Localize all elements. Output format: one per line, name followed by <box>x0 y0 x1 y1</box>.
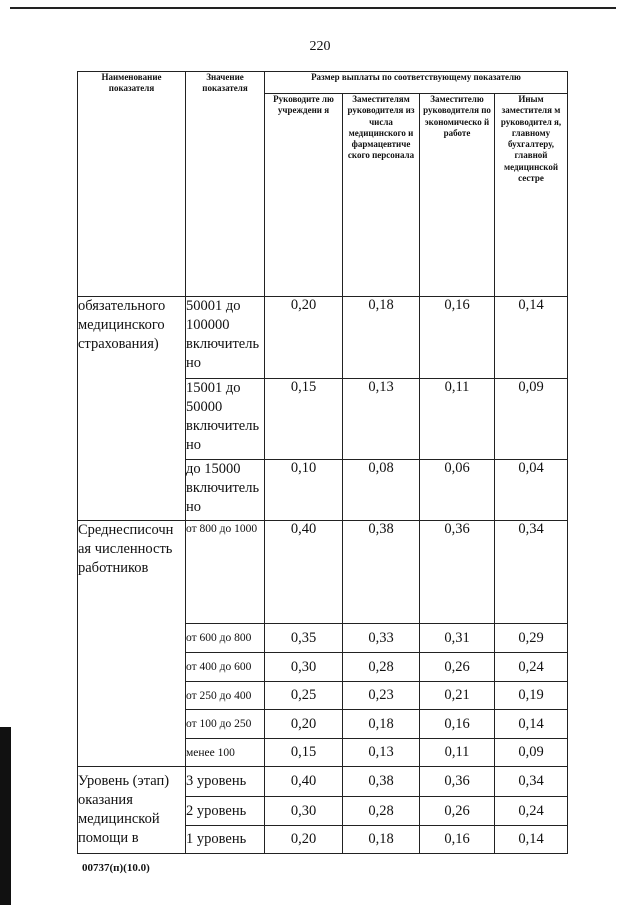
table-row <box>78 521 568 624</box>
payment-value: 0,38 <box>343 767 420 797</box>
scan-edge-bar <box>0 727 11 905</box>
payment-value: 0,20 <box>265 826 343 854</box>
indicator-value: от 100 до 250 <box>186 710 265 739</box>
payment-value: 0,18 <box>343 826 420 854</box>
payment-value: 0,24 <box>495 653 568 682</box>
payment-value: 0,20 <box>265 297 343 379</box>
header-indicator-name: Наименование показателя <box>78 72 186 297</box>
payment-value: 0,21 <box>420 682 495 710</box>
page-number: 220 <box>309 39 331 54</box>
payment-value: 0,16 <box>420 710 495 739</box>
payment-value: 0,20 <box>265 710 343 739</box>
footer-code: 00737(п)(10.0) <box>82 862 150 874</box>
payment-value: 0,06 <box>420 460 495 521</box>
payment-value: 0,38 <box>343 521 420 624</box>
payment-value: 0,30 <box>265 653 343 682</box>
payment-value: 0,09 <box>495 739 568 767</box>
header-indicator-value: Значение показателя <box>186 72 265 297</box>
indicator-value: от 250 до 400 <box>186 682 265 710</box>
payment-value: 0,25 <box>265 682 343 710</box>
payment-value: 0,09 <box>495 379 568 460</box>
header-other-deputies: Иным заместителя м руководител я, главному бухгалтеру, главной медицинской сестре <box>495 94 568 297</box>
header-deputy-economic: Заместителю руководителя по экономическо й работе <box>420 94 495 297</box>
payment-value: 0,15 <box>265 739 343 767</box>
payment-value: 0,24 <box>495 797 568 826</box>
payment-value: 0,18 <box>343 297 420 379</box>
payment-value: 0,28 <box>343 797 420 826</box>
payment-value: 0,36 <box>420 521 495 624</box>
payment-value: 0,10 <box>265 460 343 521</box>
payment-value: 0,16 <box>420 826 495 854</box>
payment-value: 0,14 <box>495 710 568 739</box>
indicator-value: 1 уровень <box>186 826 265 854</box>
payment-value: 0,11 <box>420 739 495 767</box>
top-rule <box>10 7 616 9</box>
payment-value: 0,14 <box>495 297 568 379</box>
payment-value: 0,14 <box>495 826 568 854</box>
payment-value: 0,15 <box>265 379 343 460</box>
indicator-value: 2 уровень <box>186 797 265 826</box>
payment-value: 0,13 <box>343 739 420 767</box>
header-deputy-medical: Заместителям руководителя из числа медицинского и фармацевтиче ского персонала <box>343 94 420 297</box>
indicator-value: менее 100 <box>186 739 265 767</box>
indicator-name: Уровень (этап) оказания медицинской помощи в <box>78 767 186 854</box>
payment-value: 0,35 <box>265 624 343 653</box>
indicator-name: обязательного медицинского страхования) <box>78 297 186 521</box>
payment-value: 0,30 <box>265 797 343 826</box>
table-row <box>78 297 568 379</box>
payment-value: 0,40 <box>265 521 343 624</box>
indicator-value: от 600 до 800 <box>186 624 265 653</box>
payment-value: 0,23 <box>343 682 420 710</box>
payment-value: 0,13 <box>343 379 420 460</box>
indicator-value: 3 уровень <box>186 767 265 797</box>
payment-value: 0,16 <box>420 297 495 379</box>
indicator-name: Среднесписочн ая численность работников <box>78 521 186 767</box>
payment-value: 0,40 <box>265 767 343 797</box>
payment-value: 0,26 <box>420 653 495 682</box>
payment-value: 0,28 <box>343 653 420 682</box>
payment-value: 0,31 <box>420 624 495 653</box>
payment-value: 0,18 <box>343 710 420 739</box>
payment-value: 0,04 <box>495 460 568 521</box>
header-head: Руководите лю учреждени я <box>265 94 343 297</box>
payment-value: 0,36 <box>420 767 495 797</box>
payment-value: 0,19 <box>495 682 568 710</box>
table-row <box>78 767 568 797</box>
payment-value: 0,29 <box>495 624 568 653</box>
payment-value: 0,33 <box>343 624 420 653</box>
header-payment-size: Размер выплаты по соответствующему показателю <box>265 72 568 94</box>
payment-value: 0,08 <box>343 460 420 521</box>
indicator-value: от 800 до 1000 <box>186 521 265 624</box>
payment-value: 0,34 <box>495 521 568 624</box>
indicator-value: 50001 до 100000 включитель но <box>186 297 265 379</box>
indicator-value: от 400 до 600 <box>186 653 265 682</box>
indicator-value: 15001 до 50000 включитель но <box>186 379 265 460</box>
payment-table <box>77 71 568 854</box>
indicator-value: до 15000 включитель но <box>186 460 265 521</box>
payment-value: 0,11 <box>420 379 495 460</box>
payment-value: 0,26 <box>420 797 495 826</box>
payment-value: 0,34 <box>495 767 568 797</box>
